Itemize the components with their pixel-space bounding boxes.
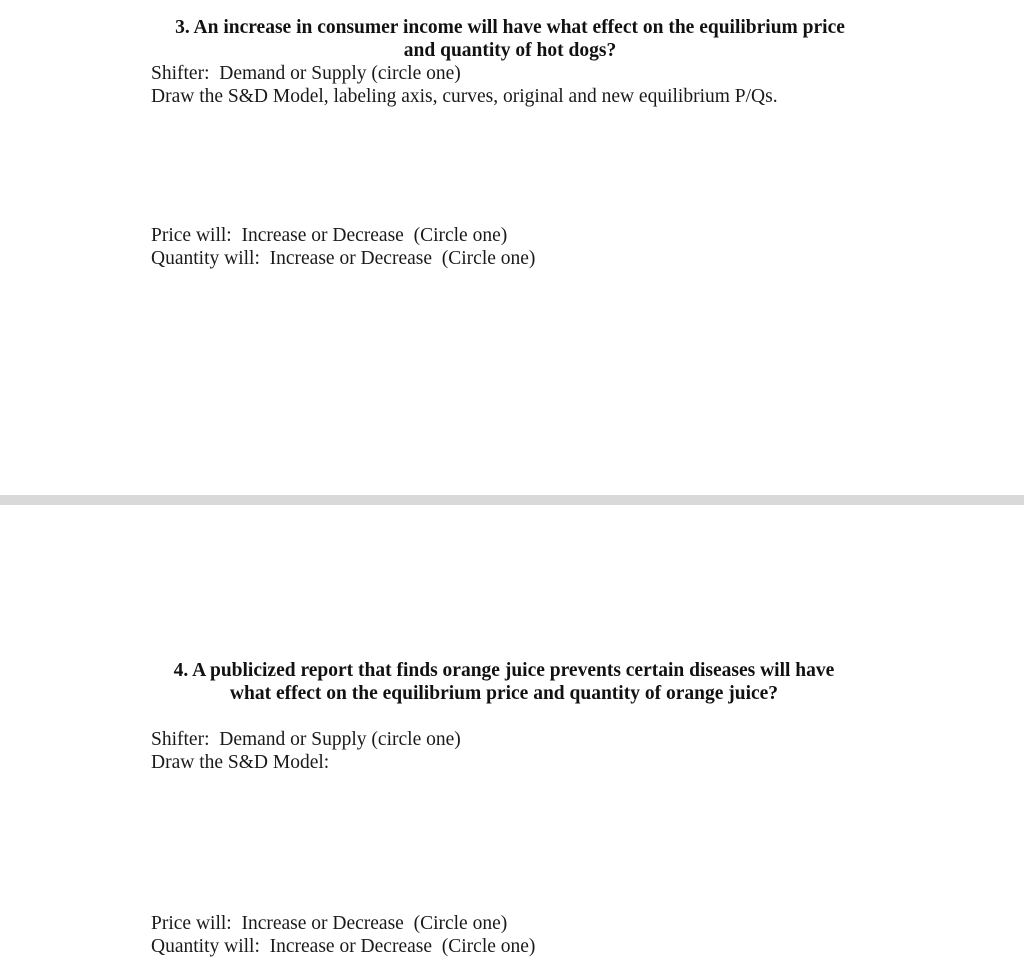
question-3-title [130,16,890,62]
question-3-quantity-prompt: Quantity will: Increase or Decrease (Circle one) [151,248,536,269]
question-4-shifter: Shifter: Demand or Supply (circle one) [151,729,461,750]
question-4-title [120,659,888,705]
question-4-draw-instruction: Draw the S&D Model: [151,752,330,773]
question-4-title-line-1: 4. A publicized report that finds orange juice prevents certain diseases will have [173,660,835,681]
question-3-price-prompt: Price will: Increase or Decrease (Circle one) [151,225,508,246]
question-3-title-line-2: and quantity of hot dogs? [403,40,617,61]
question-3-shifter: Shifter: Demand or Supply (circle one) [151,63,461,84]
question-4-quantity-prompt: Quantity will: Increase or Decrease (Circle one) [151,936,536,957]
question-4-price-prompt: Price will: Increase or Decrease (Circle one) [151,913,508,934]
question-4-title-line-2: what effect on the equilibrium price and quantity of orange juice? [229,683,779,704]
question-3-title-line-1: 3. An increase in consumer income will have what effect on the equilibrium price [175,17,845,38]
question-3-draw-instruction: Draw the S&D Model, labeling axis, curves, original and new equilibrium P/Qs. [151,86,778,107]
page-divider [0,495,1024,505]
